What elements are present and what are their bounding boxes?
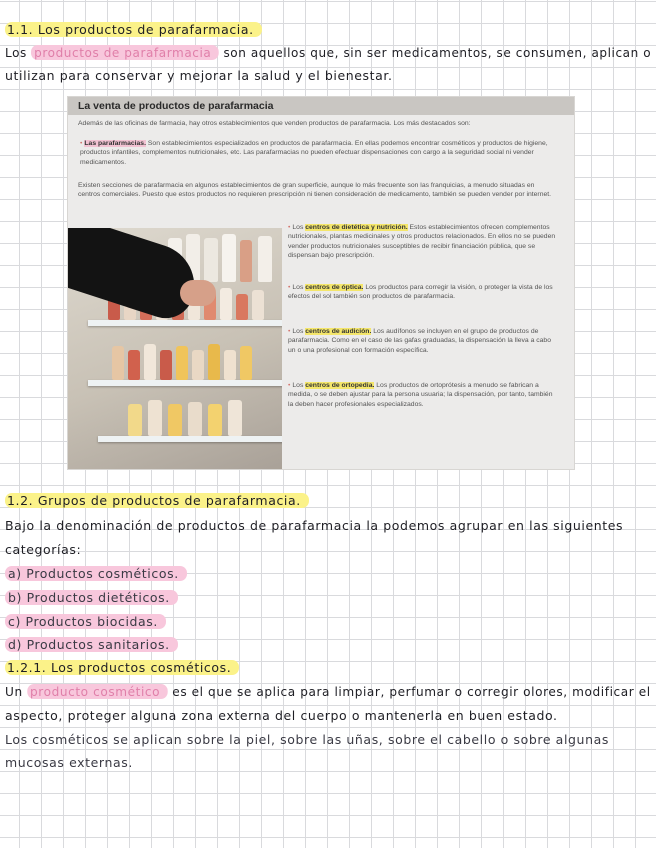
book-item-optica: • Los centros de óptica. Los productos para corregir la visión, o proteger la vista de los efectos del sol también son productos de parafarmacia. — [288, 284, 553, 301]
book-item-dietetica: • Los centros de dietética y nutrición. Estos establecimientos ofrecen complementos nutricionales, plantas medicinales y otros productos relacionados. En ellos no se pueden vender productos nutricionales susceptibles de recibir financiación pública, que se dispensan bajo prescripción. — [288, 224, 556, 260]
section-heading-3 — [5, 660, 239, 675]
textbook-photo — [68, 97, 574, 469]
cosmetic-definition-line-2: aspecto, proteger alguna zona externa del cuerpo o mantenerla en buen estado. — [5, 708, 558, 723]
category-item: a) Productos cosméticos. — [5, 566, 187, 581]
cosmetic-application-line: Los cosméticos se aplican sobre la piel, sobre las uñas, sobre el cabello o sobre algunas — [5, 732, 609, 747]
definition-line: Los productos de parafarmacia son aquellos que, sin ser medicamentos, se consumen, aplican o — [5, 45, 652, 60]
term-highlight: productos de parafarmacia — [31, 45, 219, 60]
cosmetic-application-line-2: mucosas externas. — [5, 755, 133, 770]
groups-intro-line-2: categorías: — [5, 542, 82, 557]
section-heading-1 — [5, 22, 262, 37]
book-paragraph-sections: Existen secciones de parafarmacia en algunos establecimientos de gran superficie, aunque lo más frecuente son las franquicias, a menudo situadas en centros comerciales. Puesto que estos productos no requieren prescripción ni tienen consideración de medicamento, también se pueden vender por internet. — [78, 182, 552, 199]
heading-highlight: 1.2.1. Los productos cosméticos. — [5, 660, 239, 675]
book-intro: Además de las oficinas de farmacia, hay otros establecimientos que venden productos de parafarmacia. Los más destacados son: — [78, 120, 471, 127]
definition-line-2: utilizan para conservar y mejorar la salud y el bienestar. — [5, 68, 393, 83]
category-item: d) Productos sanitarios. — [5, 637, 178, 652]
category-item: b) Productos dietéticos. — [5, 590, 178, 605]
book-item-audicion: • Los centros de audición. Los audífonos se incluyen en el grupo de productos de parafarmacia. Como en el caso de las gafas graduadas, la dispensación la lleva a cabo un o una profesional con formación específica. — [288, 328, 551, 354]
book-item-parafarmacias: • Las parafarmacias. Son establecimientos especializados en productos de parafarmacia. En ellas podemos encontrar cosméticos y productos de higiene, productos infantiles, complementos nutricionales, etc. Las parafarmacias no pueden efectuar dispensaciones con cargo a la seguridad social ni vender medicamentos. — [80, 140, 548, 166]
heading-highlight: 1.2. Grupos de productos de parafarmacia. — [5, 493, 309, 508]
book-title: La venta de productos de parafarmacia — [68, 97, 574, 115]
heading-highlight: 1.1. Los productos de parafarmacia. — [5, 22, 262, 37]
cosmetic-definition-line: Un producto cosmético es el que se aplica para limpiar, perfumar o corregir olores, modificar el — [5, 684, 651, 699]
term-highlight: producto cosmético — [27, 684, 168, 699]
book-item-ortopedia: • Los centros de ortopedia. Los productos de ortoprótesis a menudo se fabrican a medida, o se deben ajustar para la persona usuaria; la dispensación, por tanto, también la deben hacer profesionales especializados. — [288, 382, 553, 408]
category-item: c) Productos biocidas. — [5, 614, 166, 629]
section-heading-2 — [5, 493, 309, 508]
groups-intro-line: Bajo la denominación de productos de parafarmacia la podemos agrupar en las siguientes — [5, 518, 624, 533]
shelf-photo — [68, 228, 282, 469]
